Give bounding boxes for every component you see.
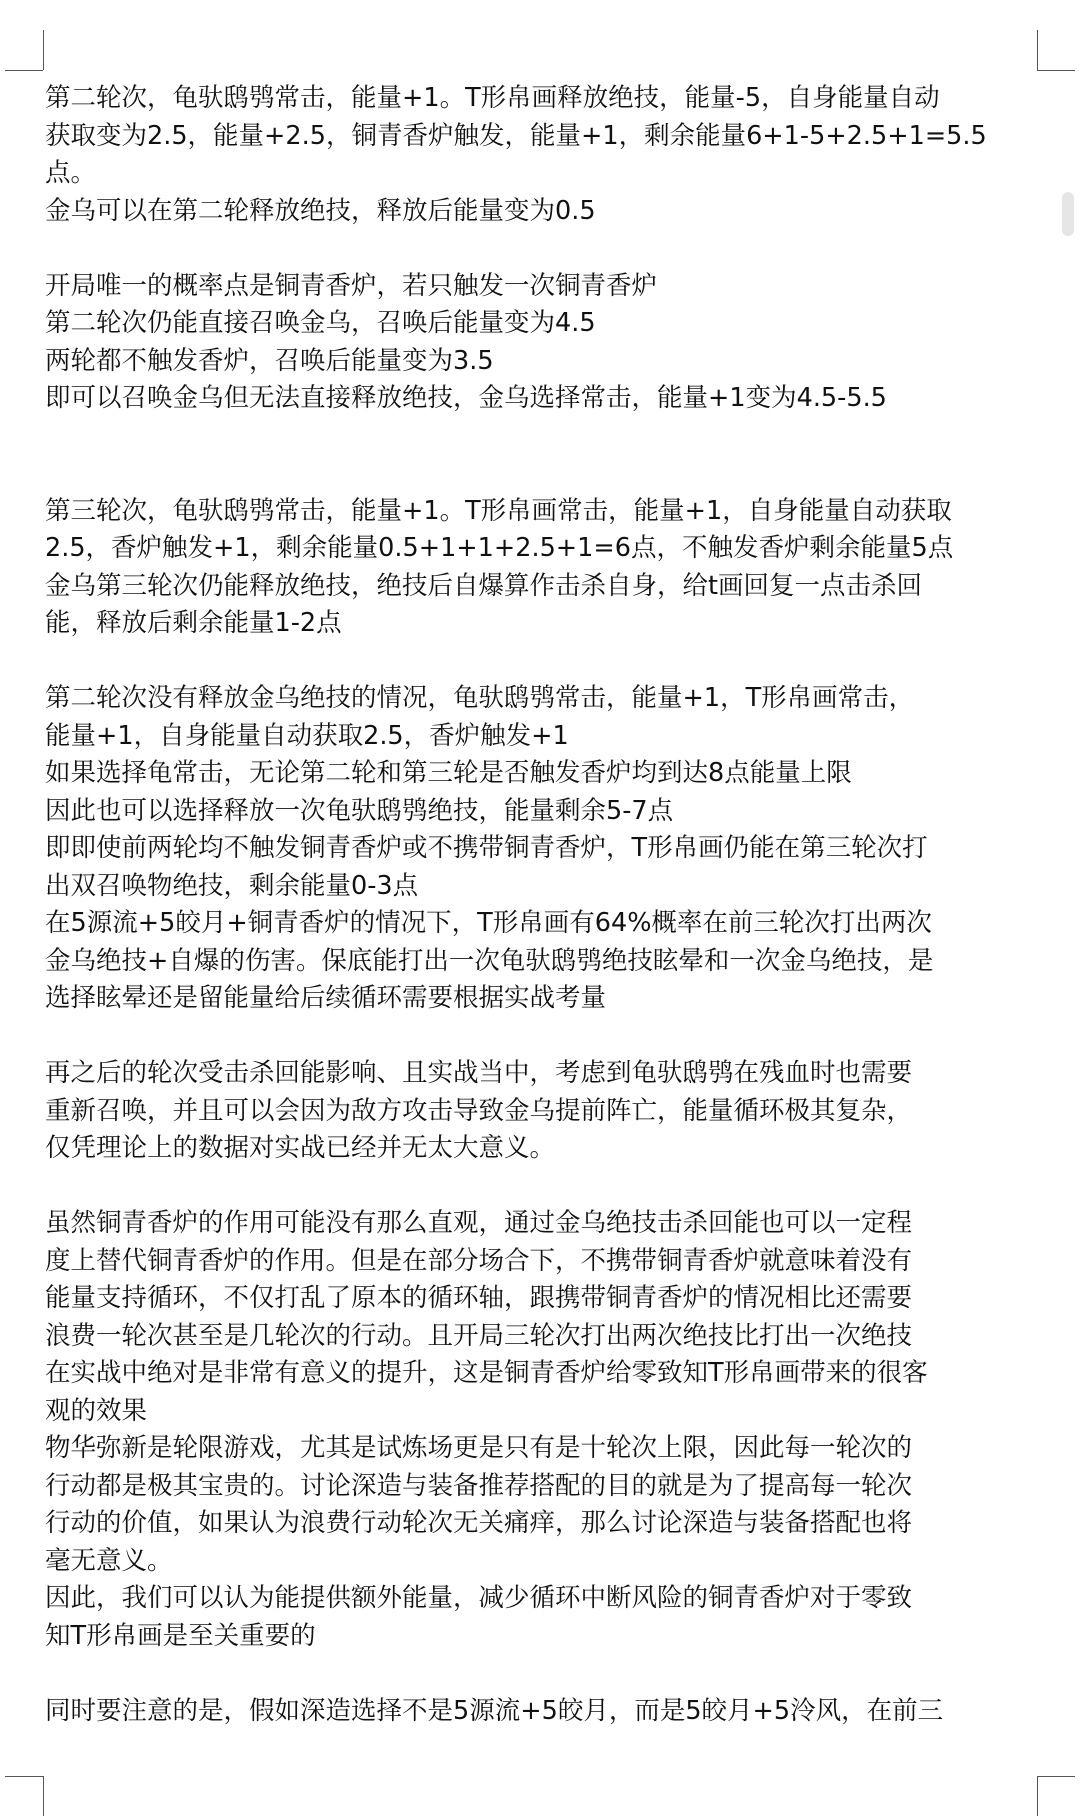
text-line: 因此也可以选择释放一次龟驮鸱鸮绝技，能量剩余5-7点 (45, 795, 674, 826)
text-line: 浪费一轮次甚至是几轮次的行动。且开局三轮次打出两次绝技比打出一次绝技 (45, 1320, 913, 1351)
text-line: 知T形帛画是至关重要的 (45, 1620, 316, 1651)
text-line: 在5源流+5皎月+铜青香炉的情况下，T形帛画有64%概率在前三轮次打出两次 (45, 908, 932, 938)
text-line: 度上替代铜青香炉的作用。但是在部分场合下，不携带铜青香炉就意味着没有 (45, 1245, 913, 1276)
text-line: 观的效果 (45, 1395, 148, 1426)
text-line: 两轮都不触发香炉，召唤后能量变为3.5 (45, 345, 494, 376)
paragraph-gap (45, 643, 1035, 681)
paragraph-gap (45, 1168, 1035, 1206)
text-line: 行动都是极其宝贵的。讨论深造与装备推荐搭配的目的就是为了提高每一轮次 (45, 1470, 913, 1501)
scrollbar-thumb[interactable] (1062, 192, 1074, 236)
text-line: 毫无意义。 (45, 1545, 173, 1576)
text-line: 第二轮次仍能直接召唤金乌，召唤后能量变为4.5 (45, 308, 596, 338)
text-line: 选择眩晕还是留能量给后续循环需要根据实战考量 (45, 983, 607, 1013)
text-line: 能量+1，自身能量自动获取2.5，香炉触发+1 (45, 720, 569, 751)
text-line: 因此，我们可以认为能提供额外能量，减少循环中断风险的铜青香炉对于零致 (45, 1583, 913, 1613)
paragraph-gap (45, 1655, 1035, 1693)
text-line: 重新召唤，并且可以会因为敌方攻击导致金乌提前阵亡，能量循环极其复杂， (45, 1095, 913, 1126)
text-line: 金乌绝技+自爆的伤害。保底能打出一次龟驮鸱鸮绝技眩晕和一次金乌绝技，是 (45, 945, 934, 976)
text-line: 物华弥新是轮限游戏，尤其是试炼场更是只有是十轮次上限，因此每一轮次的 (45, 1433, 913, 1463)
text-line: 虽然铜青香炉的作用可能没有那么直观，通过金乌绝技击杀回能也可以一定程 (45, 1208, 913, 1238)
text-line: 再之后的轮次受击杀回能影响、且实战当中，考虑到龟驮鸱鸮在残血时也需要 (45, 1058, 913, 1088)
text-line: 金乌第三轮次仍能释放绝技，绝技后自爆算作击杀自身，给t画回复一点击杀回 (45, 570, 923, 601)
paragraph-gap (45, 230, 1035, 268)
text-line: 能，释放后剩余能量1-2点 (45, 608, 342, 638)
paragraph-gap (45, 1018, 1035, 1056)
text-line: 能量支持循环，不仅打乱了原本的循环轴，跟携带铜青香炉的情况相比还需要 (45, 1283, 913, 1313)
text-line: 金乌可以在第二轮释放绝技，释放后能量变为0.5 (45, 195, 596, 226)
text-line: 即可以召唤金乌但无法直接释放绝技，金乌选择常击，能量+1变为4.5-5.5 (45, 383, 887, 413)
text-line: 即即使前两轮均不触发铜青香炉或不携带铜青香炉，T形帛画仍能在第三轮次打 (45, 833, 928, 863)
text-line: 行动的价值，如果认为浪费行动轮次无关痛痒，那么讨论深造与装备搭配也将 (45, 1508, 913, 1538)
text-line: 第三轮次，龟驮鸱鸮常击，能量+1。T形帛画常击，能量+1，自身能量自动获取 (45, 495, 952, 526)
text-line: 2.5，香炉触发+1，剩余能量0.5+1+1+2.5+1=6点，不触发香炉剩余能量5点 (45, 533, 954, 563)
text-line: 同时要注意的是，假如深造选择不是5源流+5皎月，而是5皎月+5泠风，在前三 (45, 1695, 944, 1726)
document-body (45, 80, 1035, 1730)
text-line: 在实战中绝对是非常有意义的提升，这是铜青香炉给零致知T形帛画带来的很客 (45, 1358, 928, 1388)
text-line: 点。 (45, 158, 97, 188)
text-line: 出双召唤物绝技，剩余能量0-3点 (45, 870, 419, 901)
paragraph-gap (45, 418, 1035, 493)
text-line: 第二轮次，龟驮鸱鸮常击，能量+1。T形帛画释放绝技，能量-5，自身能量自动 (45, 83, 940, 113)
text-line: 获取变为2.5，能量+2.5，铜青香炉触发，能量+1，剩余能量6+1-5+2.5+1=5.5 (45, 120, 987, 151)
text-line: 如果选择龟常击，无论第二轮和第三轮是否触发香炉均到达8点能量上限 (45, 758, 852, 788)
text-line: 开局唯一的概率点是铜青香炉，若只触发一次铜青香炉 (45, 270, 658, 301)
text-line: 仅凭理论上的数据对实战已经并无太大意义。 (45, 1133, 556, 1163)
text-line: 第二轮次没有释放金乌绝技的情况，龟驮鸱鸮常击，能量+1，T形帛画常击， (45, 683, 915, 713)
